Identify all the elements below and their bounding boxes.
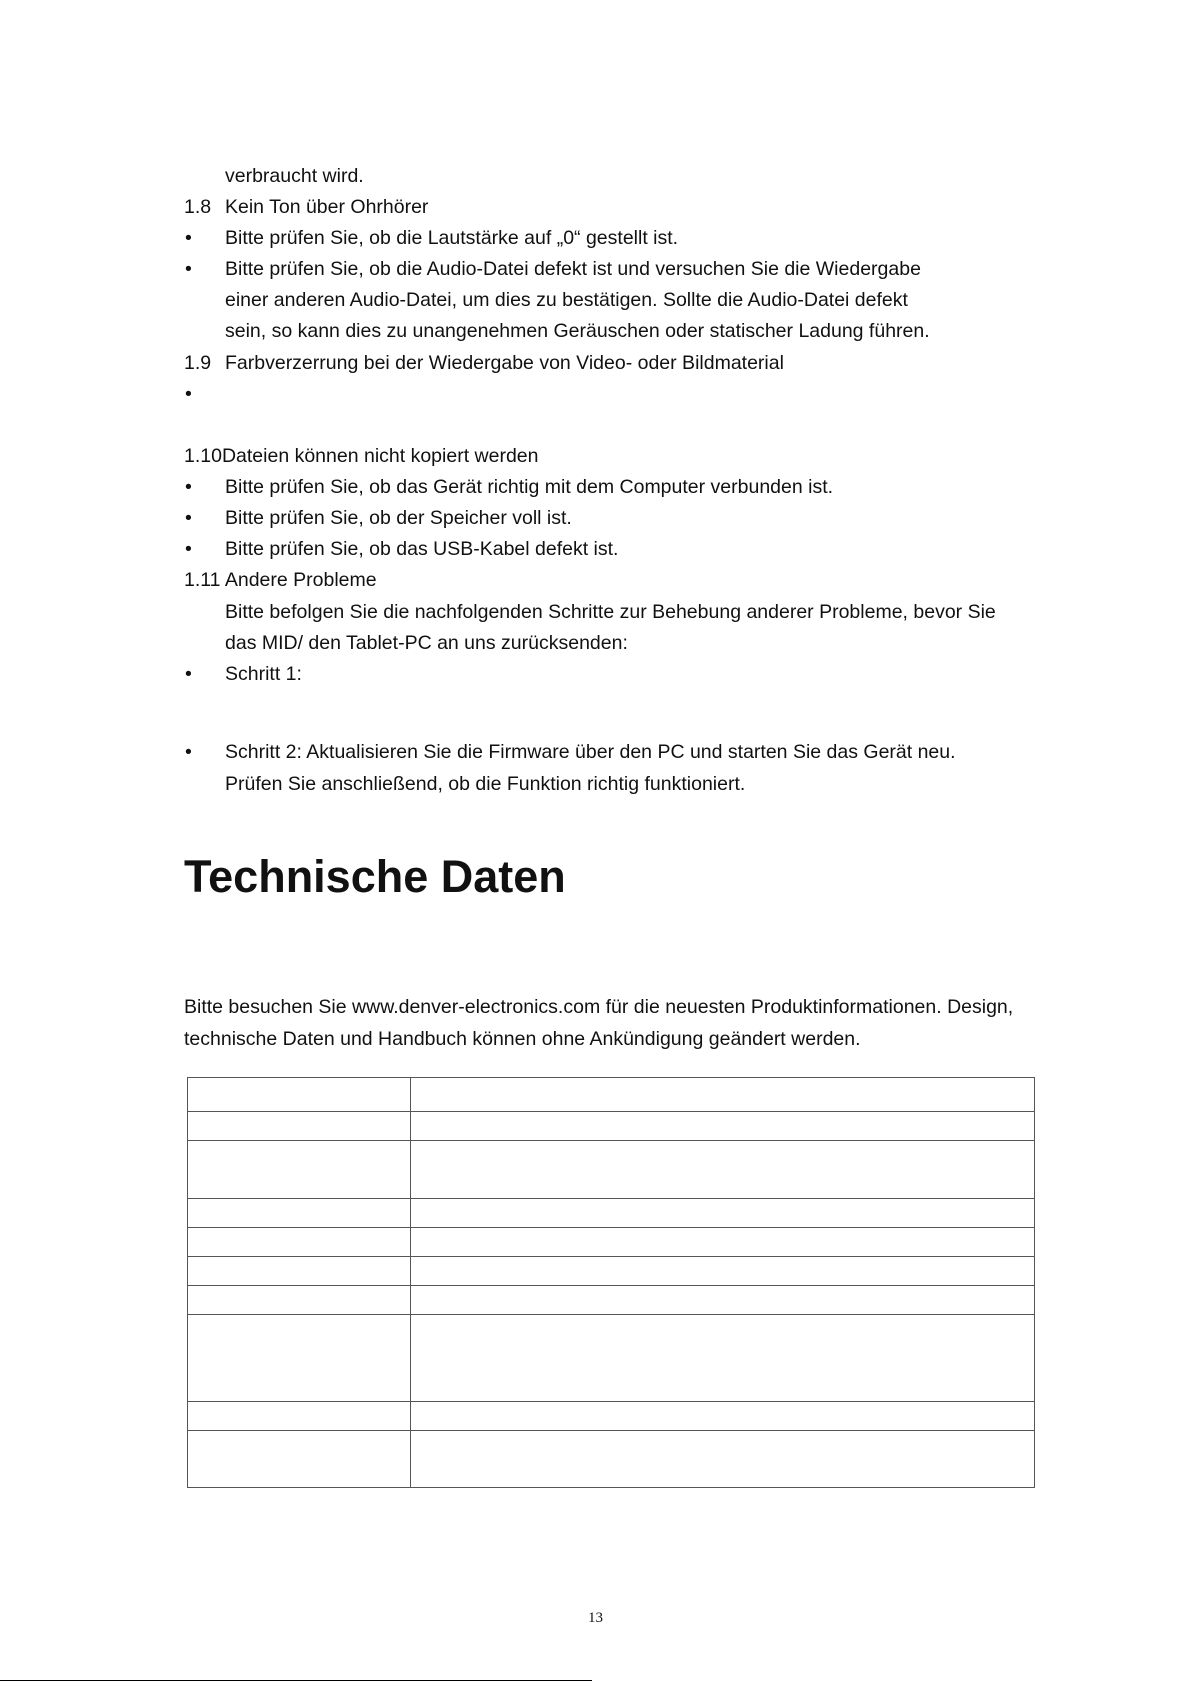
table-row xyxy=(188,1112,1035,1141)
table-row xyxy=(188,1286,1035,1315)
table-row xyxy=(188,1141,1035,1199)
spec-value-cell xyxy=(411,1228,1035,1257)
table-row xyxy=(188,1402,1035,1431)
intro-text: Bitte besuchen Sie www.denver-electronics.com für die neuesten Produktinformationen. Design, xyxy=(184,996,1014,1018)
spec-value-cell xyxy=(411,1402,1035,1431)
spec-label-cell xyxy=(188,1141,411,1199)
spec-label-cell xyxy=(188,1112,411,1141)
bullet-empty: • xyxy=(185,383,192,405)
spec-label-cell xyxy=(188,1228,411,1257)
table-row xyxy=(188,1257,1035,1286)
bullet-text: Bitte prüfen Sie, ob die Lautstärke auf „0“ gestellt ist. xyxy=(225,227,679,249)
section-1-8-number: 1.8 xyxy=(184,196,212,218)
section-1-11-title: 1.11 Andere Probleme xyxy=(184,569,377,591)
paragraph-text: Bitte befolgen Sie die nachfolgenden Schritte zur Behebung anderer Probleme, bevor Sie xyxy=(225,601,996,623)
spec-value-cell xyxy=(411,1257,1035,1286)
bullet: • xyxy=(185,741,192,763)
bullet-text-cont: einer anderen Audio-Datei, um dies zu bestätigen. Sollte die Audio-Datei defekt xyxy=(225,289,908,311)
spec-value-cell xyxy=(411,1141,1035,1199)
section-heading: Technische Daten xyxy=(184,851,566,902)
bullet-text-cont: sein, so kann dies zu unangenehmen Geräuschen oder statischer Ladung führen. xyxy=(225,320,930,342)
spec-label-cell xyxy=(188,1402,411,1431)
section-1-8-title: Kein Ton über Ohrhörer xyxy=(225,196,429,218)
section-1-10-title: 1.10Dateien können nicht kopiert werden xyxy=(184,445,539,467)
spec-label-cell xyxy=(188,1078,411,1112)
bullet-text: Bitte prüfen Sie, ob das USB-Kabel defekt ist. xyxy=(225,538,619,560)
spec-value-cell xyxy=(411,1315,1035,1402)
table-row xyxy=(188,1199,1035,1228)
bullet-text: Schritt 1: xyxy=(225,663,302,685)
section-1-9-title: Farbverzerrung bei der Wiedergabe von Video- oder Bildmaterial xyxy=(225,352,784,374)
spec-value-cell xyxy=(411,1078,1035,1112)
spec-value-cell xyxy=(411,1112,1035,1141)
spec-label-cell xyxy=(188,1286,411,1315)
table-row xyxy=(188,1431,1035,1488)
bullet-text: Schritt 2: Aktualisieren Sie die Firmware über den PC und starten Sie das Gerät neu. xyxy=(225,741,956,763)
page-number: 13 xyxy=(588,1610,603,1626)
bullet-text: Bitte prüfen Sie, ob der Speicher voll ist. xyxy=(225,507,572,529)
intro-text: technische Daten und Handbuch können ohne Ankündigung geändert werden. xyxy=(184,1028,861,1050)
paragraph-text: das MID/ den Tablet-PC an uns zurücksenden: xyxy=(225,632,628,654)
footer-rule xyxy=(0,1680,592,1681)
continued-text: verbraucht wird. xyxy=(225,165,364,187)
bullet: • xyxy=(185,227,192,249)
bullet: • xyxy=(185,258,192,280)
spec-label-cell xyxy=(188,1315,411,1402)
spec-value-cell xyxy=(411,1199,1035,1228)
spec-label-cell xyxy=(188,1257,411,1286)
bullet-text-cont: Prüfen Sie anschließend, ob die Funktion richtig funktioniert. xyxy=(225,773,746,795)
bullet-text: Bitte prüfen Sie, ob die Audio-Datei defekt ist und versuchen Sie die Wiedergabe xyxy=(225,258,921,280)
bullet: • xyxy=(185,507,192,529)
spec-table xyxy=(187,1077,1035,1488)
bullet-text: Bitte prüfen Sie, ob das Gerät richtig mit dem Computer verbunden ist. xyxy=(225,476,834,498)
bullet: • xyxy=(185,476,192,498)
bullet: • xyxy=(185,663,192,685)
table-row xyxy=(188,1228,1035,1257)
spec-label-cell xyxy=(188,1199,411,1228)
table-row xyxy=(188,1078,1035,1112)
spec-value-cell xyxy=(411,1431,1035,1488)
spec-value-cell xyxy=(411,1286,1035,1315)
table-row xyxy=(188,1315,1035,1402)
section-1-9-number: 1.9 xyxy=(184,352,212,374)
bullet: • xyxy=(185,538,192,560)
spec-label-cell xyxy=(188,1431,411,1488)
